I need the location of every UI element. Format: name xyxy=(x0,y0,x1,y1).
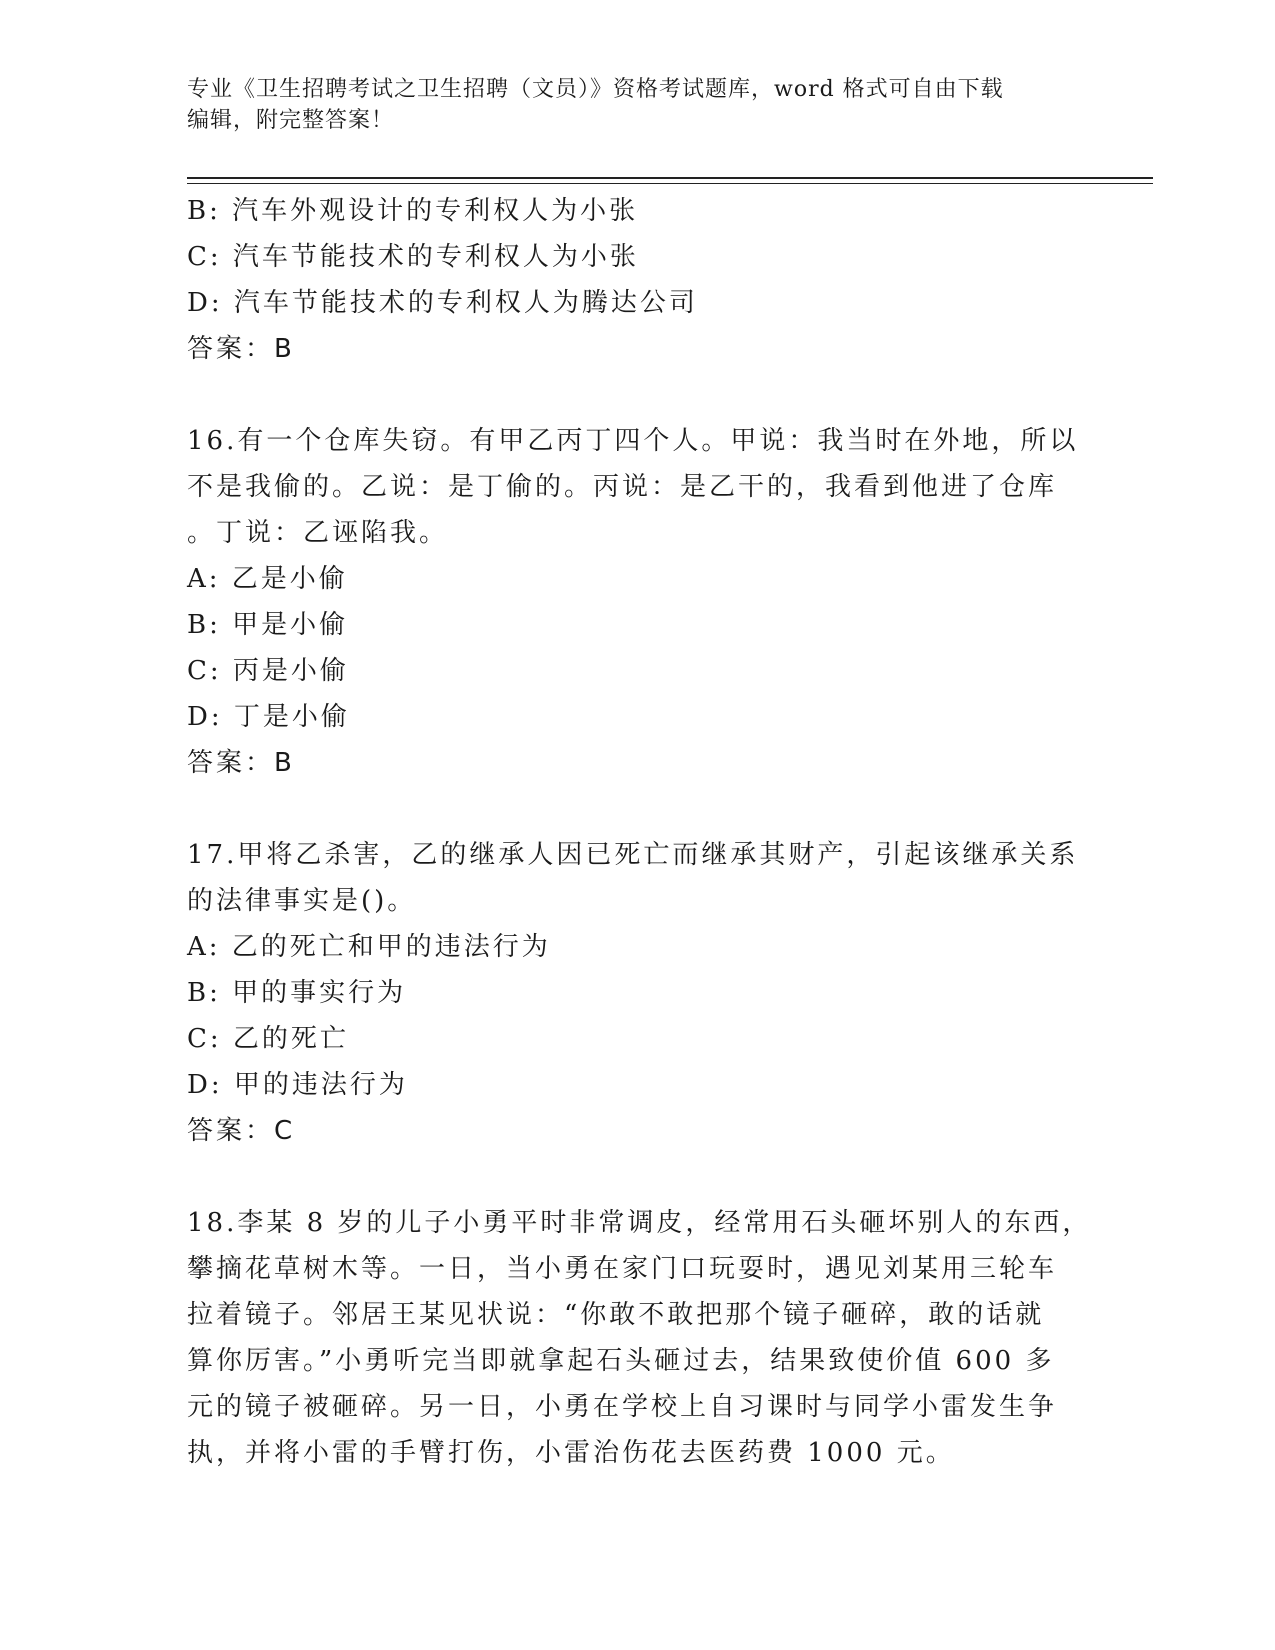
q16-option-b: B: 甲是小偷 xyxy=(187,610,349,640)
spacer xyxy=(187,372,1087,418)
q17-option-b: B: 甲的事实行为 xyxy=(187,978,407,1008)
q17-answer: 答案：C xyxy=(187,1116,296,1146)
q18-stem-line-3: 拉着镜子。邻居王某见状说：“你敢不敢把那个镜子砸碎，敢的话就 xyxy=(187,1300,1045,1330)
q16-option-a: A: 乙是小偷 xyxy=(187,564,348,594)
q18-stem-line-4: 算你厉害。”小勇听完当即就拿起石头砸过去，结果致使价值 600 多 xyxy=(187,1346,1055,1376)
document-header xyxy=(187,74,1067,136)
spacer xyxy=(187,786,1087,832)
q15-answer: 答案：B xyxy=(187,334,295,364)
q15-option-c: C: 汽车节能技术的专利权人为小张 xyxy=(187,242,639,272)
q15-option-b: B: 汽车外观设计的专利权人为小张 xyxy=(187,196,639,226)
q18-stem-line-6: 执，并将小雷的手臂打伤，小雷治伤花去医药费 1000 元。 xyxy=(187,1438,955,1468)
q17-stem-line-1: 17.甲将乙杀害，乙的继承人因已死亡而继承其财产，引起该继承关系 xyxy=(187,840,1079,870)
spacer xyxy=(187,1154,1087,1200)
q18-stem-line-2: 攀摘花草树木等。一日，当小勇在家门口玩耍时，遇见刘某用三轮车 xyxy=(187,1254,1058,1284)
question-18 xyxy=(187,1200,1092,1476)
question-15 xyxy=(187,188,1087,372)
question-16 xyxy=(187,418,1087,786)
q16-stem-line-3: 。丁说：乙诬陷我。 xyxy=(187,518,449,548)
q17-option-d: D: 甲的违法行为 xyxy=(187,1070,408,1100)
question-content xyxy=(187,188,1092,1476)
q16-option-c: C: 丙是小偷 xyxy=(187,656,349,686)
q15-option-d: D: 汽车节能技术的专利权人为腾达公司 xyxy=(187,288,698,318)
header-line-1: 专业《卫生招聘考试之卫生招聘（文员）》资格考试题库，word 格式可自由下载 xyxy=(187,77,1004,102)
q17-option-a: A: 乙的死亡和甲的违法行为 xyxy=(187,932,551,962)
q18-stem-line-1: 18.李某 8 岁的儿子小勇平时非常调皮，经常用石头砸坏别人的东西， xyxy=(187,1208,1092,1238)
q17-option-c: C: 乙的死亡 xyxy=(187,1024,349,1054)
question-17 xyxy=(187,832,1087,1154)
q16-stem-line-1: 16.有一个仓库失窃。有甲乙丙丁四个人。甲说：我当时在外地，所以 xyxy=(187,426,1079,456)
q16-stem-line-2: 不是我偷的。乙说：是丁偷的。丙说：是乙干的，我看到他进了仓库 xyxy=(187,472,1058,502)
q16-option-d: D: 丁是小偷 xyxy=(187,702,350,732)
header-line-2: 编辑，附完整答案！ xyxy=(187,108,395,133)
header-rule-thick xyxy=(187,177,1153,179)
q17-stem-line-2: 的法律事实是()。 xyxy=(187,886,417,916)
header-rule-thin xyxy=(187,183,1153,184)
q16-answer: 答案：B xyxy=(187,748,295,778)
q18-stem-line-5: 元的镜子被砸碎。另一日，小勇在学校上自习课时与同学小雷发生争 xyxy=(187,1392,1058,1422)
